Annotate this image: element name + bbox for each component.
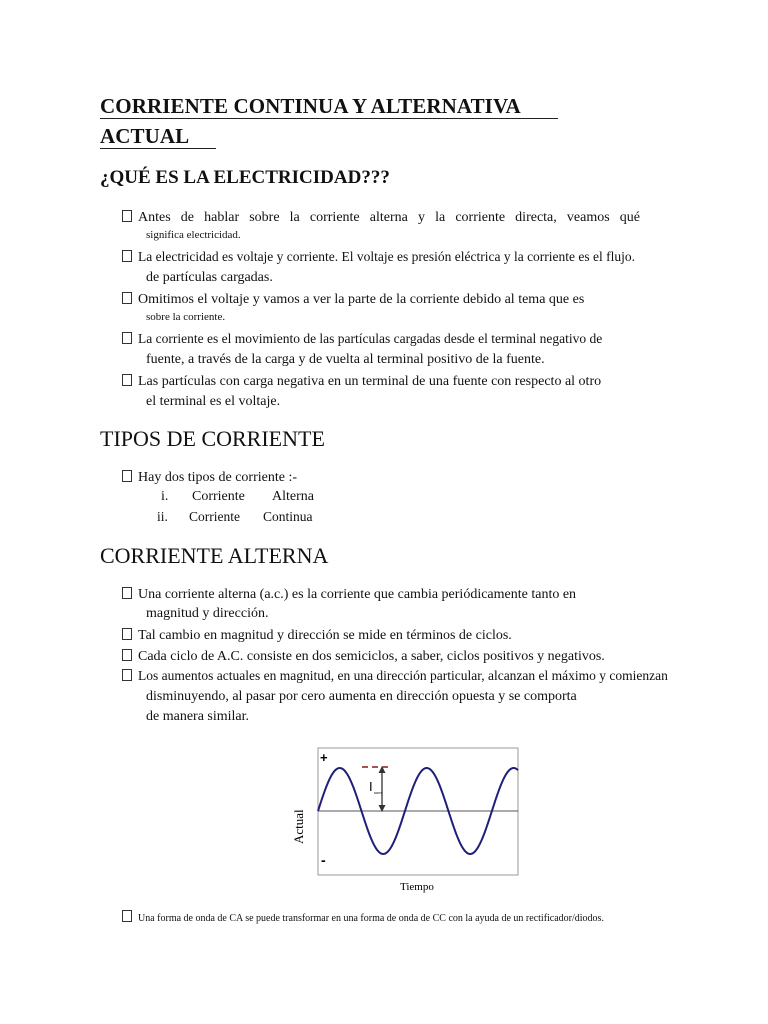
bullet-box-icon	[122, 649, 132, 661]
list-item-ii-word-1: Corriente	[189, 509, 240, 524]
bullet-1-line-2: significa electricidad.	[146, 229, 241, 241]
current-subscript: sum	[374, 790, 382, 795]
bullet-2-line-2: de partículas cargadas.	[146, 270, 273, 285]
title-underline-2	[100, 148, 216, 149]
ac-bullet-4-line-1: Los aumentos actuales en magnitud, en una dirección particular, alcanzan el máximo y comienzan	[122, 669, 668, 683]
bullet-3-line-2: sobre la corriente.	[146, 311, 226, 323]
bullet-box-icon	[122, 332, 132, 344]
bullet-1-line-1: Antes de hablar sobre la corriente alterna y la corriente directa, veamos qué	[122, 210, 640, 225]
bullet-4-line-1: La corriente es el movimiento de las partículas cargadas desde el terminal negativo de	[122, 332, 602, 346]
types-intro: Hay dos tipos de corriente :-	[122, 470, 297, 485]
list-item-i-word-1: Corriente	[192, 489, 245, 504]
list-item-i-word-2: Alterna	[272, 489, 314, 504]
x-axis-label: Tiempo	[400, 881, 434, 893]
list-item-i-number: i.	[161, 489, 169, 504]
ac-bullet-4-line-3: de manera similar.	[146, 709, 250, 724]
heading-types-of-current: TIPOS DE CORRIENTE	[100, 426, 325, 451]
bullet-box-icon	[122, 210, 132, 222]
bullet-box-icon	[122, 374, 132, 386]
bullet-box-icon	[122, 628, 132, 640]
bullet-box-icon	[122, 669, 132, 681]
title-underline-1	[100, 118, 558, 119]
heading-alternating-current: CORRIENTE ALTERNA	[100, 543, 329, 568]
bullet-5-line-2: el terminal es el voltaje.	[146, 394, 281, 409]
bullet-2-line-1: La electricidad es voltaje y corriente. El voltaje es presión eléctrica y la corriente es el flujo.	[122, 250, 635, 264]
document-title-line1: CORRIENTE CONTINUA Y ALTERNATIVA	[100, 94, 521, 118]
ac-bullet-1-line-1: Una corriente alterna (a.c.) es la corriente que cambia periódicamente tanto en	[122, 587, 576, 602]
y-axis-label: Actual	[291, 809, 306, 844]
bullet-5-line-1: Las partículas con carga negativa en un terminal de una fuente con respecto al otro	[122, 374, 601, 389]
ac-bullet-2-line-1: Tal cambio en magnitud y dirección se mide en términos de ciclos.	[122, 628, 512, 643]
footer-note: Una forma de onda de CA se puede transformar en una forma de onda de CC con la ayuda de un rectificador/diodos.	[122, 910, 604, 924]
bullet-box-icon	[122, 292, 132, 304]
current-symbol: I	[369, 779, 373, 794]
ac-bullet-1-line-2: magnitud y dirección.	[146, 606, 269, 621]
ac-waveform-diagram	[280, 740, 530, 900]
bullet-box-icon	[122, 470, 132, 482]
bullet-4-line-2: fuente, a través de la carga y de vuelta al terminal positivo de la fuente.	[146, 352, 545, 367]
bullet-box-icon	[122, 587, 132, 599]
bullet-3-line-1: Omitimos el voltaje y vamos a ver la parte de la corriente debido al tema que es	[122, 292, 584, 307]
list-item-ii-number: ii.	[157, 509, 168, 524]
plus-label: +	[320, 750, 328, 765]
ac-bullet-3-line-1: Cada ciclo de A.C. consiste en dos semiciclos, a saber, ciclos positivos y negativos.	[122, 649, 605, 664]
minus-label: -	[321, 852, 326, 868]
bullet-box-icon	[122, 910, 132, 922]
list-item-ii-word-2: Continua	[263, 509, 313, 524]
ac-bullet-4-line-2: disminuyendo, al pasar por cero aumenta en dirección opuesta y se comporta	[146, 689, 577, 704]
heading-what-is-electricity: ¿QUÉ ES LA ELECTRICIDAD???	[100, 167, 390, 188]
document-title-line2: ACTUAL	[100, 124, 190, 148]
bullet-box-icon	[122, 250, 132, 262]
